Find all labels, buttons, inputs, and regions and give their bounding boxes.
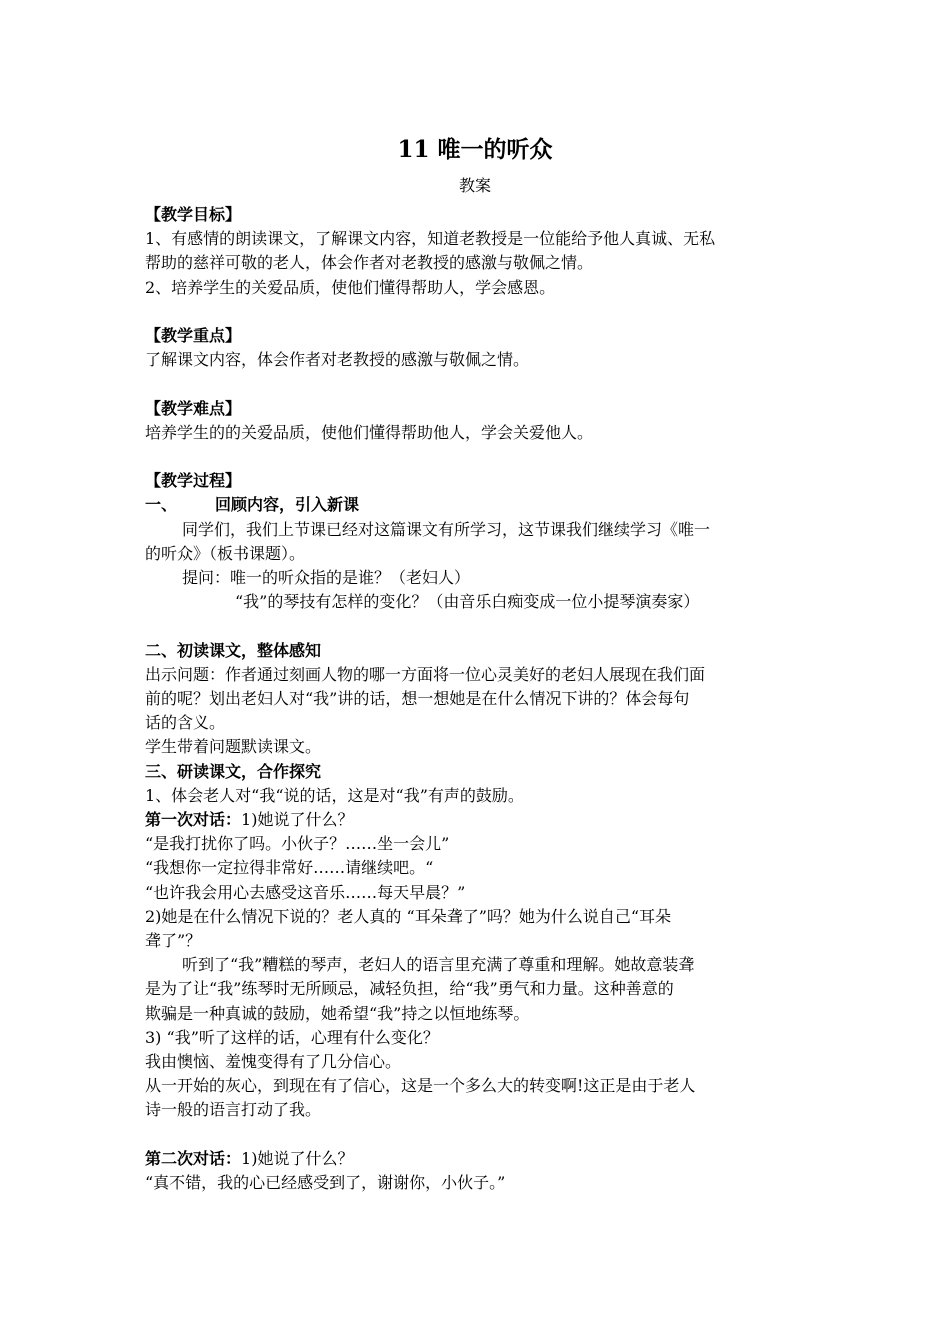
paragraph-line: 学生带着问题默读课文。 — [145, 737, 322, 757]
paragraph-line: 前的呢？划出老妇人对“我”讲的话，想一想她是在什么情况下讲的？体会每句 — [145, 689, 690, 708]
document-title: 11 唯一的听众 — [397, 136, 553, 163]
difficult-heading: 【教学难点】 — [145, 398, 242, 418]
paragraph-line: 聋了”？ — [145, 931, 202, 951]
paragraph-line: 是为了让“我”练琴时无所顾忌，减轻负担，给“我”勇气和力量。这种善意的 — [145, 979, 674, 999]
paragraph-line: 话的含义。 — [145, 713, 226, 733]
section-3-heading: 三、研读课文，合作探究 — [145, 761, 322, 781]
dialogue-1-question — [145, 808, 810, 832]
goals-line: 1、有感情的朗读课文，了解课文内容，知道老教授是一位能给予他人真诚、无私 — [145, 229, 716, 249]
section-1-number: 一、 — [145, 495, 178, 515]
goals-line: 2、培养学生的关爱品质，使他们懂得帮助人，学会感恩。 — [145, 277, 556, 297]
process-heading: 【教学过程】 — [145, 471, 242, 491]
paragraph-line: 从一开始的灰心，到现在有了信心，这是一个多么大的转变啊!这正是由于老人 — [145, 1076, 696, 1096]
dialogue-1-label: 第一次对话： — [145, 810, 242, 830]
paragraph-line: 诗一般的语言打动了我。 — [145, 1100, 322, 1120]
paragraph-line: 的听众》（板书课题）。 — [145, 543, 306, 563]
quote-line: “是我打扰你了吗。小伙子？……坐一会儿” — [145, 834, 450, 854]
paragraph-line: 1、体会老人对“我“说的话，这是对“我”有声的鼓励。 — [145, 785, 524, 805]
document-body — [145, 203, 810, 1195]
section-1-heading — [145, 493, 810, 517]
key-heading: 【教学重点】 — [145, 326, 242, 345]
dialogue-2-label: 第二次对话： — [145, 1148, 242, 1168]
paragraph-line: 2)她是在什么情况下说的？老人真的 “耳朵聋了”吗？她为什么说自己“耳朵 — [145, 906, 672, 926]
paragraph-line: 3) “我”听了这样的话，心理有什么变化？ — [145, 1027, 439, 1047]
goals-line: 帮助的慈祥可敬的老人，体会作者对老教授的感激与敬佩之情。 — [145, 253, 594, 273]
goals-heading: 【教学目标】 — [145, 205, 242, 224]
quote-line: “真不错，我的心已经感受到了，谢谢你，小伙子。” — [145, 1173, 506, 1193]
dialogue-question-text: 1)她说了什么？ — [241, 1148, 354, 1168]
difficult-text: 培养学生的的关爱品质，使他们懂得帮助他人，学会关爱他人。 — [145, 422, 594, 442]
paragraph-line: 我由懊恼、羞愧变得有了几分信心。 — [145, 1052, 402, 1072]
quote-line: “我想你一定拉得非常好……请继续吧。“ — [145, 858, 434, 878]
dialogue-question-text: 1)她说了什么？ — [241, 810, 354, 830]
paragraph-line: “我”的琴技有怎样的变化？（由音乐白痴变成一位小提琴演奏家） — [235, 592, 700, 612]
section-2-heading: 二、初读课文，整体感知 — [145, 640, 322, 660]
paragraph-line: 同学们，我们上节课已经对这篇课文有所学习，这节课我们继续学习《唯一 — [182, 519, 711, 539]
paragraph-line: 出示问题：作者通过刻画人物的哪一方面将一位心灵美好的老妇人展现在我们面 — [145, 664, 706, 684]
section-1-title: 回顾内容，引入新课 — [215, 495, 360, 515]
paragraph-line: 听到了“我”糟糕的琴声，老妇人的语言里充满了尊重和理解。她故意装聋 — [182, 955, 695, 975]
key-text: 了解课文内容，体会作者对老教授的感激与敬佩之情。 — [145, 350, 530, 370]
paragraph-line: 欺骗是一种真诚的鼓励，她希望“我”持之以恒地练琴。 — [145, 1003, 530, 1023]
document-subtitle: 教案 — [458, 176, 491, 195]
quote-line: “也许我会用心去感受这音乐……每天早晨？” — [145, 882, 466, 902]
dialogue-2-question — [145, 1147, 810, 1171]
paragraph-line: 提问：唯一的听众指的是谁？（老妇人） — [182, 568, 471, 587]
